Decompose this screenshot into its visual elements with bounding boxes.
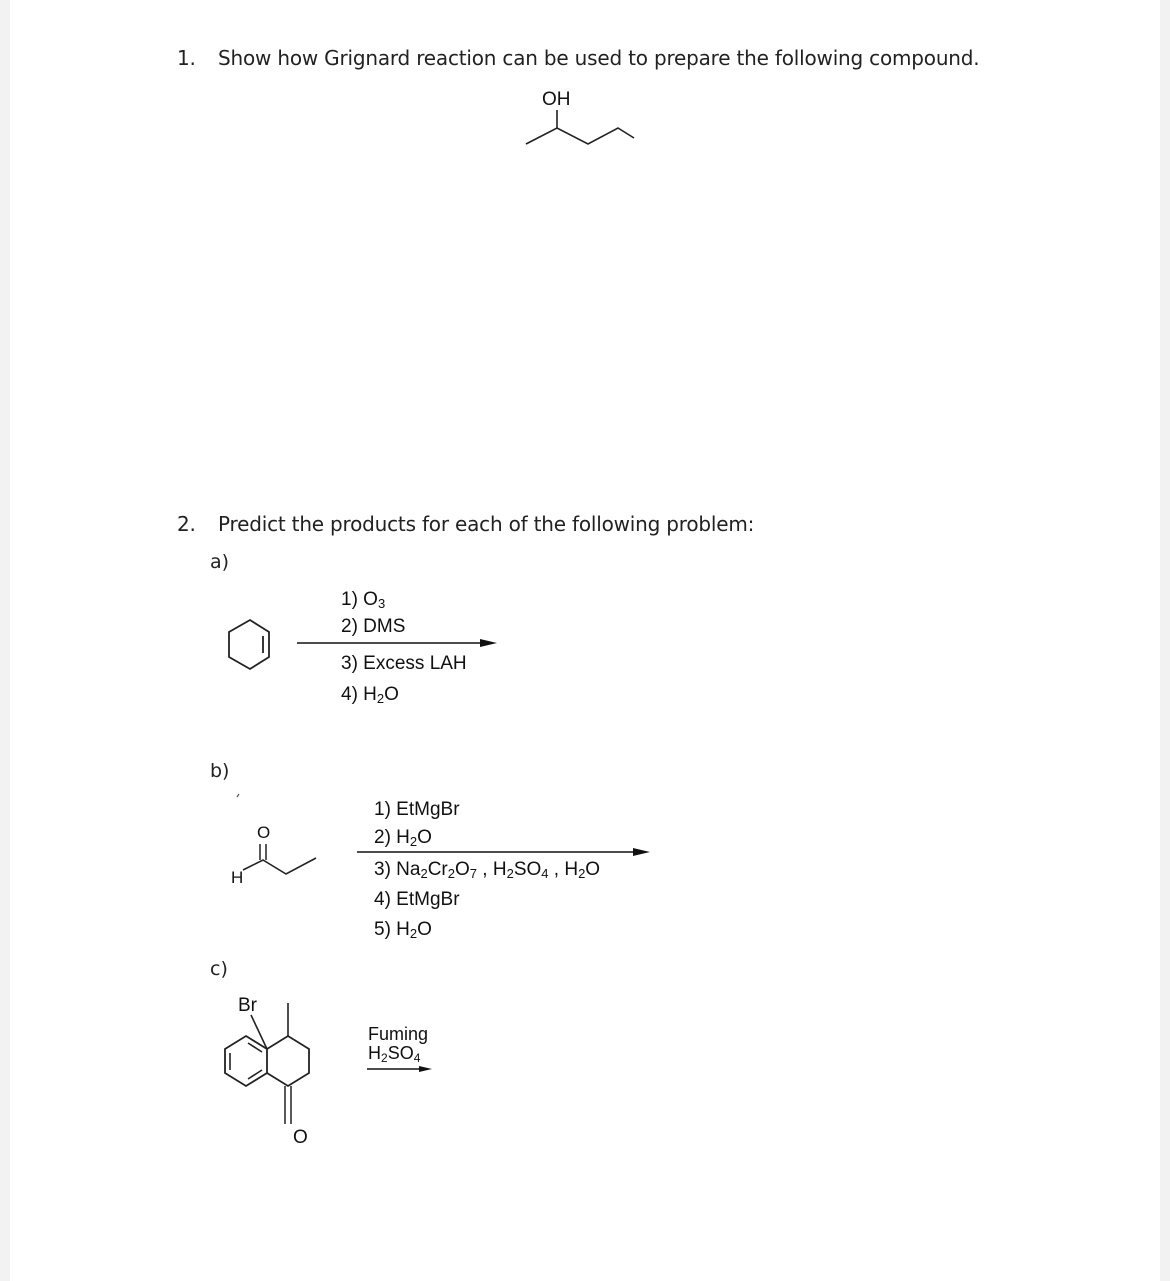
part-b-reagent-2: 2) $H_2O$	[374, 827, 432, 849]
question-2-text: Predict the products for each of the following problem:	[218, 512, 755, 536]
part-a-reagent-2: 2) DMS	[341, 616, 406, 637]
question-1-text: Show how Grignard reaction can be used to prepare the following compound.	[218, 46, 980, 70]
part-c-label: c)	[210, 958, 228, 980]
part-a-reagent-3: 3) Excess LAH	[341, 653, 467, 674]
part-c-bromine: Br	[238, 995, 257, 1016]
ketone-ring	[267, 1036, 309, 1086]
oh-label: OH	[542, 89, 571, 110]
benzene-ring	[225, 1036, 267, 1086]
part-a-label: a)	[210, 551, 230, 573]
part-b-reagent-1: 1) EtMgBr	[374, 799, 460, 820]
part-c-graphics	[10, 0, 1160, 1281]
part-c-arrowhead	[419, 1066, 432, 1072]
part-c-reagent-line-1: Fuming	[368, 1024, 429, 1044]
part-b-label: b)	[210, 760, 230, 782]
part-c-oxygen: O	[293, 1127, 308, 1148]
part-b-reagent-5: 5) $H_2O$	[374, 919, 432, 941]
part-b-reagent-4: 4) EtMgBr	[374, 889, 460, 910]
part-b-hydrogen: H	[231, 868, 244, 887]
part-a-reagent-1: 1) $O_3$	[341, 589, 386, 611]
part-c-reagent-line-2: $H_2SO_4$	[368, 1043, 421, 1065]
document-page	[10, 0, 1160, 1281]
part-b-reagent-3: 3) $Na_2Cr_2O_7$ , $H_2SO_4$ , $H_2O$	[374, 859, 601, 881]
part-b-oxygen: O	[257, 823, 271, 842]
question-2-number: 2.	[177, 512, 196, 536]
question-1-number: 1.	[177, 46, 196, 70]
part-a-reagent-4: 4) $H_2O$	[341, 684, 399, 706]
